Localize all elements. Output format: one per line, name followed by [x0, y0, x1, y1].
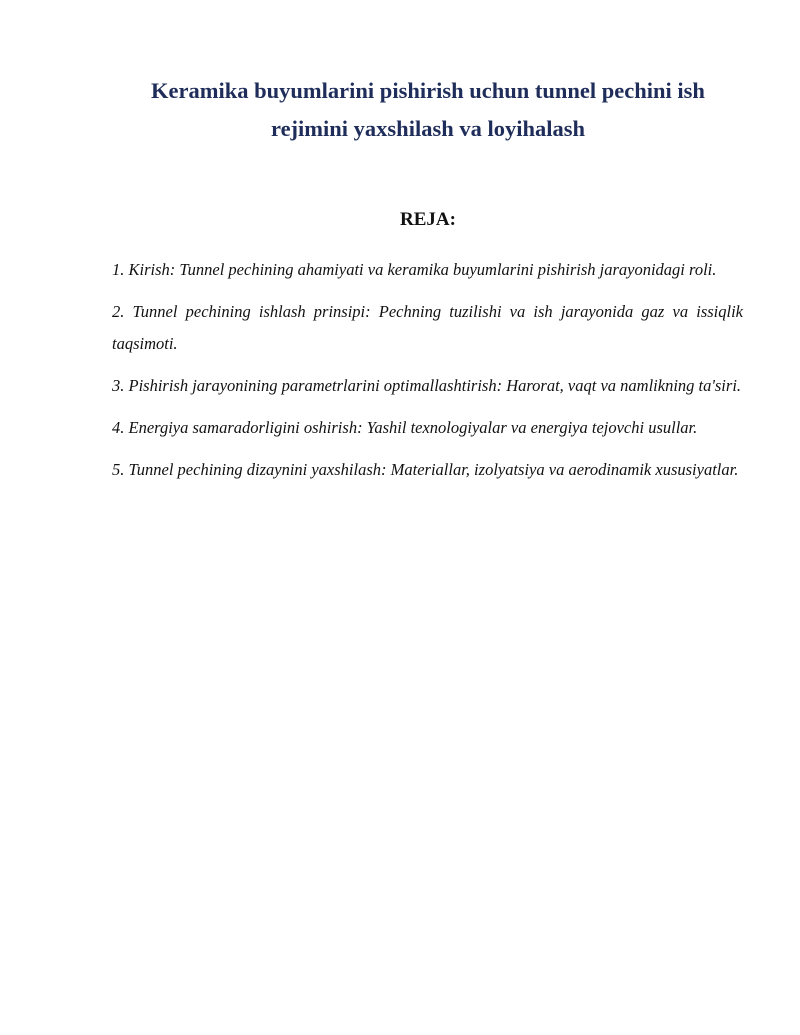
- plan-item: 3. Pishirish jarayonining parametrlarini optimallashtirish: Harorat, vaqt va namlikning ta'siri.: [112, 376, 742, 395]
- plan-item: 2. Tunnel pechining ishlash prinsipi: Pechning tuzilishi va ish jarayonida gaz va issiqlik taqsimoti.: [112, 302, 743, 353]
- document-title: Keramika buyumlarini pishirish uchun tunnel pechini ish rejimini yaxshilash va loyihalash: [151, 78, 705, 141]
- plan-item: 1. Kirish: Tunnel pechining ahamiyati va keramika buyumlarini pishirish jarayonidagi roli.: [112, 260, 717, 279]
- plan-list: [112, 254, 743, 496]
- plan-item: 5. Tunnel pechining dizaynini yaxshilash: Materiallar, izolyatsiya va aerodinamik xususiyatlar.: [112, 460, 739, 479]
- plan-item: 4. Energiya samaradorligini oshirish: Yashil texnologiyalar va energiya tejovchi usullar.: [112, 418, 698, 437]
- plan-heading: REJA:: [400, 209, 456, 230]
